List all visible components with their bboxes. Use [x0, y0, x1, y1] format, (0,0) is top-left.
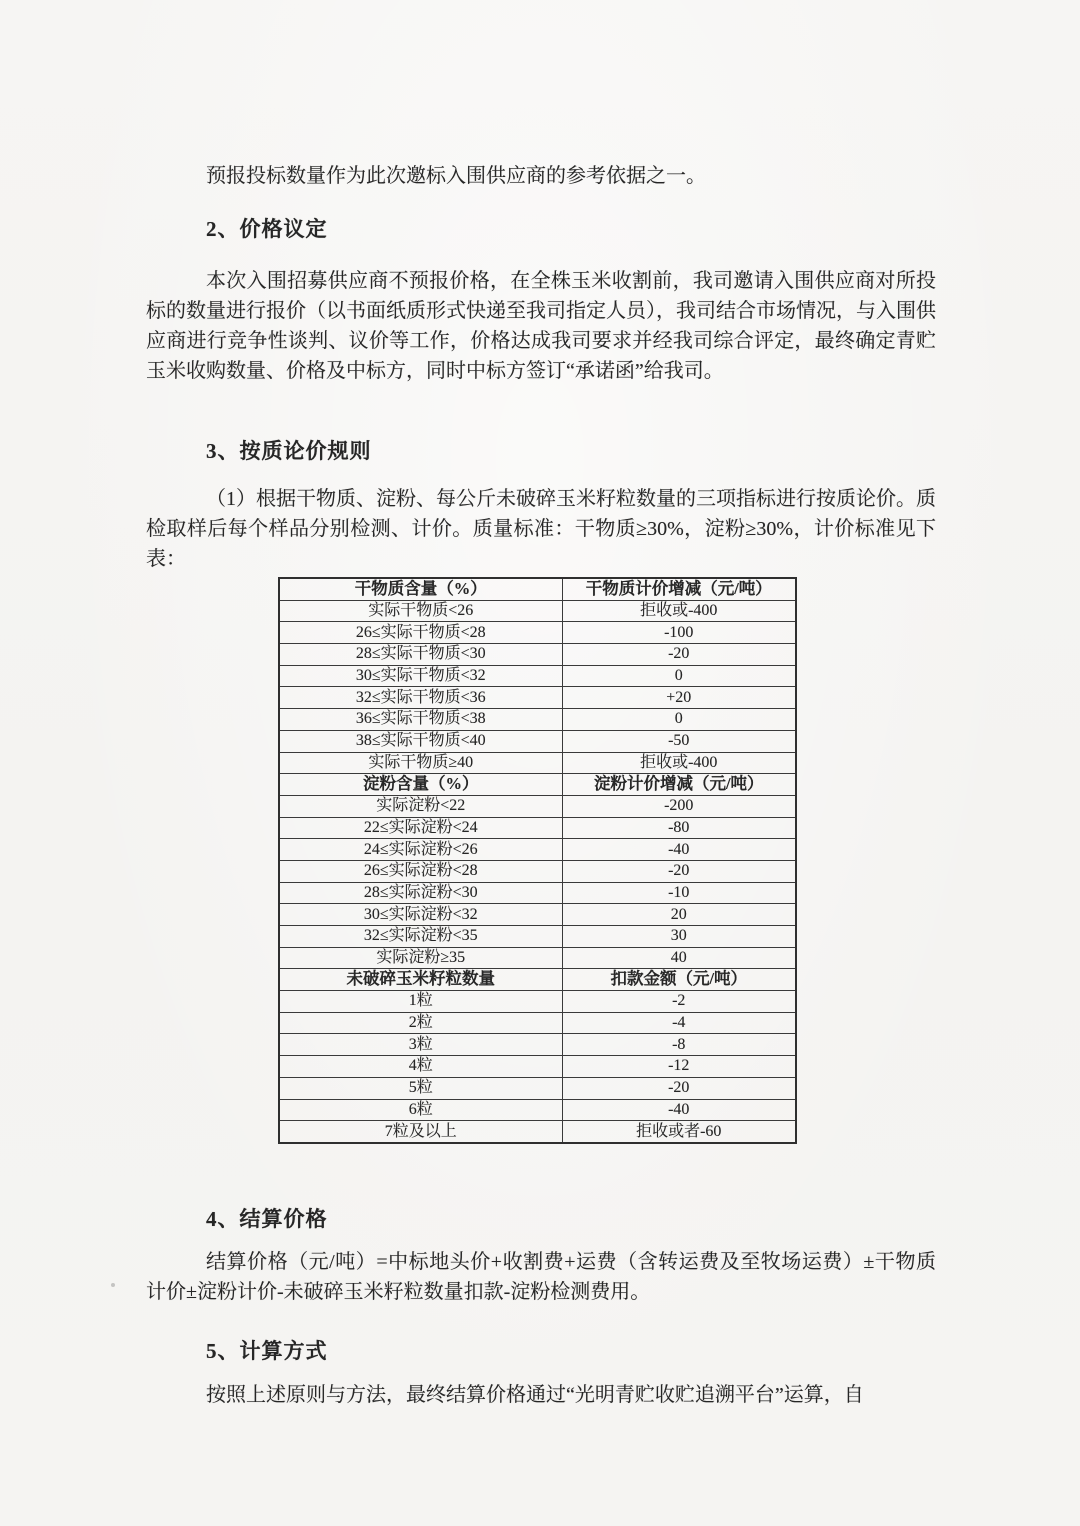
value-cell: 0	[562, 709, 796, 731]
value-cell: 20	[562, 904, 796, 926]
criterion-cell: 1粒	[279, 991, 562, 1013]
table-row	[279, 1099, 796, 1121]
criterion-cell: 5粒	[279, 1077, 562, 1099]
value-cell: -8	[562, 1034, 796, 1056]
value-cell: +20	[562, 687, 796, 709]
value-cell: 拒收或-400	[562, 752, 796, 774]
criterion-cell: 38≤实际干物质<40	[279, 730, 562, 752]
criterion-cell: 30≤实际淀粉<32	[279, 904, 562, 926]
table-row	[279, 1056, 796, 1078]
value-cell: 拒收或-400	[562, 600, 796, 622]
value-cell: -2	[562, 991, 796, 1013]
criterion-cell: 4粒	[279, 1056, 562, 1078]
continuation-paragraph: 预报投标数量作为此次邀标入围供应商的参考依据之一。	[206, 165, 706, 187]
table-row	[279, 730, 796, 752]
criterion-cell: 7粒及以上	[279, 1121, 562, 1143]
criterion-cell: 实际淀粉≥35	[279, 947, 562, 969]
criterion-cell: 26≤实际干物质<28	[279, 622, 562, 644]
table-row	[279, 1034, 796, 1056]
quality-pricing-paragraph: （1）根据干物质、淀粉、每公斤未破碎玉米籽粒数量的三项指标进行按质论价。质检取样后每个样品分别检测、计价。质量标准：干物质≥30%，淀粉≥30%，计价标准见下表：	[146, 488, 936, 570]
value-cell: -20	[562, 1077, 796, 1099]
section-heading-settlement-price: 4、结算价格	[206, 1207, 328, 1231]
table-header-cell: 未破碎玉米籽粒数量	[279, 969, 562, 991]
scan-speck	[111, 1283, 115, 1287]
value-cell: -50	[562, 730, 796, 752]
table-row	[279, 904, 796, 926]
table-row	[279, 860, 796, 882]
table-row	[279, 644, 796, 666]
table-row	[279, 622, 796, 644]
value-cell: 40	[562, 947, 796, 969]
value-cell: 拒收或者-60	[562, 1121, 796, 1143]
criterion-cell: 实际干物质<26	[279, 600, 562, 622]
value-cell: -40	[562, 839, 796, 861]
table-row	[279, 817, 796, 839]
table-row	[279, 991, 796, 1013]
table-row	[279, 665, 796, 687]
table-header-cell: 干物质计价增减（元/吨）	[562, 578, 796, 600]
value-cell: -10	[562, 882, 796, 904]
value-cell: -200	[562, 795, 796, 817]
calculation-method-paragraph: 按照上述原则与方法，最终结算价格通过“光明青贮收贮追溯平台”运算，自	[206, 1384, 864, 1406]
value-cell: -4	[562, 1012, 796, 1034]
table-header-cell: 淀粉计价增减（元/吨）	[562, 774, 796, 796]
criterion-cell: 32≤实际淀粉<35	[279, 926, 562, 948]
table-row	[279, 752, 796, 774]
quality-pricing-table	[278, 577, 797, 1144]
table-header-cell: 扣款金额（元/吨）	[562, 969, 796, 991]
value-cell: 0	[562, 665, 796, 687]
table-header-cell: 干物质含量（%）	[279, 578, 562, 600]
table-row	[279, 947, 796, 969]
table-row	[279, 1077, 796, 1099]
value-cell: -12	[562, 1056, 796, 1078]
criterion-cell: 实际淀粉<22	[279, 795, 562, 817]
table-row	[279, 882, 796, 904]
table-section-header-row	[279, 969, 796, 991]
price-negotiation-paragraph: 本次入围招募供应商不预报价格，在全株玉米收割前，我司邀请入围供应商对所投标的数量进行报价（以书面纸质形式快递至我司指定人员），我司结合市场情况，与入围供应商进行竞争性谈判、议价等工作，价格达成我司要求并经我司综合评定，最终确定青贮玉米收购数量、价格及中标方，同时中标方签订“承诺函”给我司。	[146, 270, 936, 382]
section-heading-quality-pricing-rules: 3、按质论价规则	[206, 439, 372, 463]
table-row	[279, 926, 796, 948]
criterion-cell: 3粒	[279, 1034, 562, 1056]
table-row	[279, 687, 796, 709]
criterion-cell: 2粒	[279, 1012, 562, 1034]
criterion-cell: 24≤实际淀粉<26	[279, 839, 562, 861]
pricing-table-body	[279, 578, 796, 1143]
value-cell: -80	[562, 817, 796, 839]
settlement-price-paragraph: 结算价格（元/吨）=中标地头价+收割费+运费（含转运费及至牧场运费）±干物质计价±淀粉计价-未破碎玉米籽粒数量扣款-淀粉检测费用。	[146, 1251, 936, 1303]
value-cell: -20	[562, 860, 796, 882]
section-heading-calculation-method: 5、计算方式	[206, 1339, 328, 1363]
criterion-cell: 22≤实际淀粉<24	[279, 817, 562, 839]
criterion-cell: 30≤实际干物质<32	[279, 665, 562, 687]
criterion-cell: 36≤实际干物质<38	[279, 709, 562, 731]
table-section-header-row	[279, 578, 796, 600]
criterion-cell: 32≤实际干物质<36	[279, 687, 562, 709]
criterion-cell: 实际干物质≥40	[279, 752, 562, 774]
value-cell: 30	[562, 926, 796, 948]
value-cell: -40	[562, 1099, 796, 1121]
criterion-cell: 28≤实际干物质<30	[279, 644, 562, 666]
table-row	[279, 709, 796, 731]
table-row	[279, 1012, 796, 1034]
table-row	[279, 1121, 796, 1143]
criterion-cell: 6粒	[279, 1099, 562, 1121]
table-row	[279, 795, 796, 817]
criterion-cell: 28≤实际淀粉<30	[279, 882, 562, 904]
section-heading-price-negotiation: 2、价格议定	[206, 217, 328, 241]
criterion-cell: 26≤实际淀粉<28	[279, 860, 562, 882]
table-section-header-row	[279, 774, 796, 796]
table-row	[279, 839, 796, 861]
value-cell: -20	[562, 644, 796, 666]
table-row	[279, 600, 796, 622]
value-cell: -100	[562, 622, 796, 644]
table-header-cell: 淀粉含量（%）	[279, 774, 562, 796]
